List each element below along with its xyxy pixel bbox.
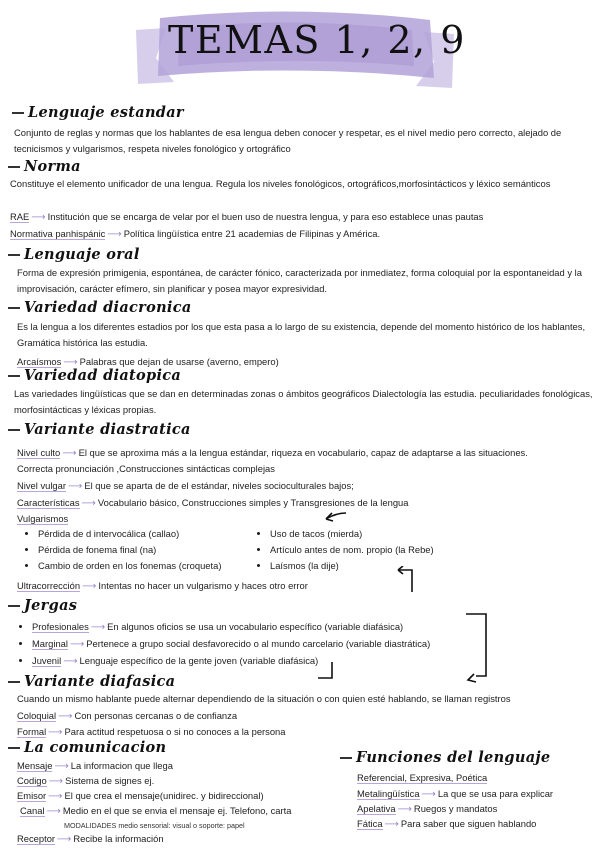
list-item: • Cambio de orden en los fonemas (croqueta) <box>38 558 221 574</box>
arrow-icon <box>320 508 350 526</box>
nivel-culto-line2: Correcta pronunciación ,Construcciones sintácticas complejas <box>17 463 275 474</box>
funciones-metalinguistica: Metalingüística ⟶ La que se usa para explicar <box>357 788 554 800</box>
funciones-apelativa: Apelativa ⟶ Ruegos y mandatos <box>357 803 498 815</box>
rae-line: RAE ⟶ Institución que se encarga de velar por el buen uso de nuestra lengua, y para eso establece unas pautas <box>10 211 484 223</box>
normativa-line: Normativa panhispánic ⟶ Política lingüística entre 21 academias de Filipinas y América. <box>10 228 381 240</box>
comunicacion-codigo: Codigo ⟶ Sistema de signes ej. <box>17 775 155 787</box>
comunicacion-receptor: Receptor ⟶ Recibe la información <box>17 833 164 845</box>
heading-la-comunicacion: La comunicacion <box>8 739 166 756</box>
heading-variante-diastratica: Variante diastratica <box>8 421 191 438</box>
list-item: • Uso de tacos (mierda) <box>270 526 434 542</box>
comunicacion-mensaje: Mensaje ⟶ La informacion que llega <box>17 760 173 772</box>
list-item: • Artículo antes de nom. propio (la Rebe) <box>270 542 434 558</box>
heading-variedad-diacronica: Variedad diacronica <box>8 299 192 316</box>
bracket-arrow-icon <box>462 610 492 684</box>
list-item: • Profesionales ⟶ En algunos oficios se usa un vocabulario específico (variable diafásica) <box>32 619 430 636</box>
arrow-up-icon <box>390 566 420 594</box>
diacronica-text: Es la lengua a los diferentes estadios por los que esta pasa a lo largo de su existencia, depende del momento histórico de los hablantes, Gramática histórica las estudia. <box>17 321 586 348</box>
comunicacion-canal: Canal ⟶ Medio en el que se envia el mensaje ej. Telefono, carta <box>20 805 292 817</box>
heading-jergas: Jergas <box>8 597 77 614</box>
diafasica-text: Cuando un mismo hablante puede alternar dependiendo de la situación o con quien esté hablando, se llaman registros <box>17 693 511 704</box>
arcaismos-line: Arcaísmos ⟶ Palabras que dejan de usarse (averno, empero) <box>17 356 279 368</box>
comunicacion-emisor: Emisor ⟶ El que crea el mensaje(unidirec. y bidireccional) <box>17 790 264 802</box>
oral-text: Forma de expresión primigenia, espontánea, de carácter fónico, caracterizada por inmediatez, forma coloquial por la espontaneidad y la improvisación, carácter efímero, sin planificar y posea mayor expresividad. <box>17 267 582 294</box>
heading-lenguaje-estandar: Lenguaje estandar <box>12 104 184 121</box>
modalidades-note: MODALIDADES medio sensorial: visual o soporte: papel <box>64 821 245 830</box>
heading-variante-diafasica: Variante diafasica <box>8 673 175 690</box>
heading-norma: Norma <box>8 158 81 175</box>
list-item: • Pérdida de fonema final (na) <box>38 542 221 558</box>
ultracorreccion-line: Ultracorrección ⟶ Intentas no hacer un vulgarismo y haces otro error <box>17 580 308 592</box>
heading-variedad-diatopica: Variedad diatopica <box>8 367 181 384</box>
coloquial-line: Coloquial ⟶ Con personas cercanas o de confianza <box>17 710 238 722</box>
vulgarismos-left-list <box>20 526 221 574</box>
list-item: • Laísmos (la dije) <box>270 558 434 574</box>
list-item: • Marginal ⟶ Pertenece a grupo social desfavorecido o al mundo carcelario (variable diastrática) <box>32 636 430 653</box>
funciones-line1: Referencial, Expresiva, Poética <box>357 772 488 783</box>
page-title: TEMAS 1, 2, 9 <box>168 18 466 62</box>
norma-text: Constituye el elemento unificador de una lengua. Regula los niveles fonológicos, ortográficos,morfosintácticos y léxico semánticos <box>10 178 551 189</box>
vulgarismos-label: Vulgarismos <box>17 513 69 524</box>
estandar-text: Conjunto de reglas y normas que los hablantes de esa lengua deben conocer y respetar, es el nivel medio pero correcto, alejado de tecnicismos y vulgarismos, respeta niveles fonológico y ortográfico <box>14 127 562 154</box>
nivel-culto-line: Nivel culto ⟶ El que se aproxima más a la lengua estándar, riqueza en vocabulario, capaz de adaptarse a las situaciones. <box>17 447 528 459</box>
heading-lenguaje-oral: Lenguaje oral <box>8 246 140 263</box>
list-item: • Pérdida de d intervocálica (callao) <box>38 526 221 542</box>
heading-funciones-del-lenguaje: Funciones del lenguaje <box>340 749 550 766</box>
formal-line: Formal ⟶ Para actitud respetuosa o si no conoces a la persona <box>17 726 286 738</box>
funciones-fatica: Fática ⟶ Para saber que siguen hablando <box>357 818 537 830</box>
nivel-vulgar-line: Nivel vulgar ⟶ El que se aparta de de el estándar, niveles socioculturales bajos; <box>17 480 354 492</box>
jergas-list <box>14 619 430 670</box>
diatopica-text: Las variedades lingüísticas que se dan en determinadas zonas o ámbitos geográficos Dialectología las estudia. peculiaridades fonológicas, morfosintácticas y léxicas propias. <box>14 388 593 415</box>
list-item: • Juvenil ⟶ Lenguaje específico de la gente joven (variable diafásica) <box>32 653 430 670</box>
caracteristicas-line: Características ⟶ Vocabulario básico, Construcciones simples y Transgresiones de la lengua <box>17 497 409 509</box>
